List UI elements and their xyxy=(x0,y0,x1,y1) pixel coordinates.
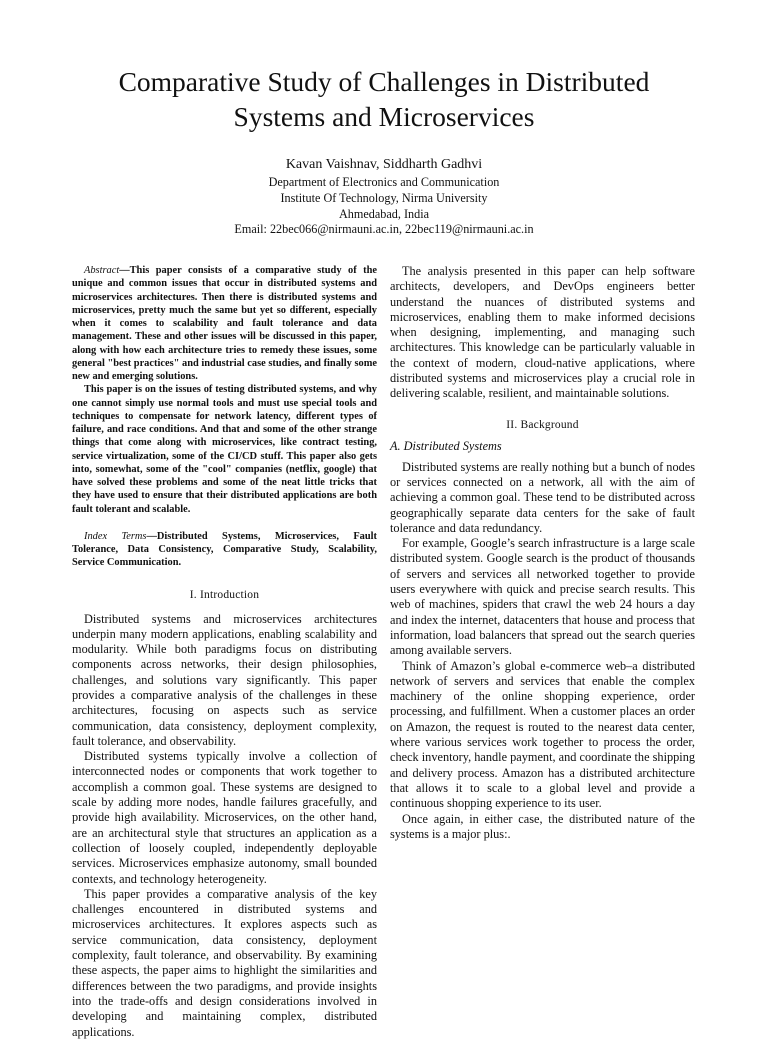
abstract-label: Abstract xyxy=(84,265,120,276)
background-paragraph-2: For example, Google’s search infrastructure is a large scale distributed system. Google search is the product of thousands of servers and services all networked together to provide users everywhere with quick and precise search results. This web of machines, spiders that crawl the web 24 hours a day and index the internet, datacenters that house and process that information, load balancers that spread out the search queries among available servers. xyxy=(390,536,695,658)
right-column xyxy=(390,264,695,842)
title-line-2: Systems and Microservices xyxy=(233,101,535,132)
abstract-paragraph-2: This paper is on the issues of testing distributed systems, and why one cannot simply use normal tools and must use special tools and techniques to compensate for network latency, different types of failure, and race conditions. And that and some of the other strange things that come along with microservices, like contract testing, service virtualization, some of the CI/CD stuff. This paper also gets into, somewhat, some of the "cool" companies (netflix, google) that have solved these problems and some of the neat little tricks that they have used to ensure that their distributed applications are both fault tolerant and scalable. xyxy=(72,384,377,515)
section-heading-background: II. Background xyxy=(506,418,579,431)
index-terms-label: Index Terms xyxy=(84,530,147,542)
intro-paragraph-4: The analysis presented in this paper can help software architects, developers, and DevOps engineers better understand the nuances of distributed systems and microservices, enabling them to make informed decisions when designing, implementing, and managing such architectures. This knowledge can be particularly valuable in the context of modern, cloud-native applications, where distributed systems and microservices play a crucial role in delivering scalable, resilient, and maintainable solutions. xyxy=(390,264,695,401)
intro-paragraph-3: This paper provides a comparative analysis of the key challenges encountered in distributed systems and microservices architectures. It explores aspects such as service communication, data consistency, deployment complexity, fault tolerance, and observability. By examining these aspects, the paper aims to highlight the similarities and differences between the two paradigms, and provide insights into the trade-offs and design considerations involved in developing and maintaining complex, distributed applications. xyxy=(72,886,377,1039)
background-paragraph-4: Once again, in either case, the distributed nature of the systems is a major plus:. xyxy=(390,811,695,841)
author-names: Kavan Vaishnav, Siddharth Gadhvi xyxy=(285,157,483,172)
author-email: Email: 22bec066@nirmauni.ac.in, 22bec119@nirmauni.ac.in xyxy=(234,222,534,236)
subsection-heading-distributed-systems: A. Distributed Systems xyxy=(390,438,502,453)
intro-paragraph-1: Distributed systems and microservices architectures underpin many modern applications, enabling scalability and modularity. While both paradigms focus on distributing components across networks, their design philosophies, challenges, and solutions vary significantly. This paper provides a comparative analysis of the challenges in these architectures, focusing on aspects such as service communication, data consistency, deployment complexity, fault tolerance, and observability. xyxy=(72,611,377,748)
left-column xyxy=(72,264,377,1040)
title-line-1: Comparative Study of Challenges in Distributed xyxy=(118,66,650,97)
affiliation-institute: Institute Of Technology, Nirma University xyxy=(280,191,488,205)
intro-paragraph-2: Distributed systems typically involve a collection of interconnected nodes or components that work together to accomplish a common goal. These systems are designed to scale by adding more nodes, handle failures gracefully, and provide high availability. Microservices, on the other hand, are an architectural style that structures an application as a collection of loosely coupled, independently deployable services. Microservices emphasize autonomy, small bounded contexts, and technology heterogeneity. xyxy=(72,749,377,886)
abstract-paragraph-1 xyxy=(72,264,377,383)
paper-title xyxy=(40,64,728,134)
abstract-text-1: —This paper consists of a comparative study of the unique and common issues that occur in distributed systems and microservices architectures. Then there is distributed systems and microservices, pretty much the same but yet so different, especially when it comes to scalability and fault tolerance and data management. These and other issues will be discussed in this paper, along with how each architecture tries to remedy these issues, some general "best practices" and industrial case studies, and finally some new and emerging solutions. xyxy=(72,265,377,382)
background-paragraph-1: Distributed systems are really nothing but a bunch of nodes or services connected on a network, all with the aim of achieving a common goal. These tend to be distributed across geographically separate data centers for the sake of fault tolerance and data redundancy. xyxy=(390,459,695,535)
affiliation-department: Department of Electronics and Communication xyxy=(268,175,500,189)
index-terms-text: —Distributed Systems, Microservices, Fault Tolerance, Data Consistency, Comparative Study, Scalability, Service Communication. xyxy=(72,530,377,569)
affiliation-city: Ahmedabad, India xyxy=(338,207,430,221)
index-terms xyxy=(72,530,377,570)
section-heading-introduction: I. Introduction xyxy=(189,588,260,601)
background-paragraph-3: Think of Amazon’s global e-commerce web–a distributed network of servers and services that enable the complex machinery of the online shopping experience, order processing, and fulfillment. When a customer places an order on Amazon, the request is routed to the nearest data center, where various services work together to process the order, check inventory, handle payment, and coordinate the shipping and delivery process. Amazon has a distributed architecture that allows it to scale to a global level and provide a continuous shopping experience to its user. xyxy=(390,658,695,811)
